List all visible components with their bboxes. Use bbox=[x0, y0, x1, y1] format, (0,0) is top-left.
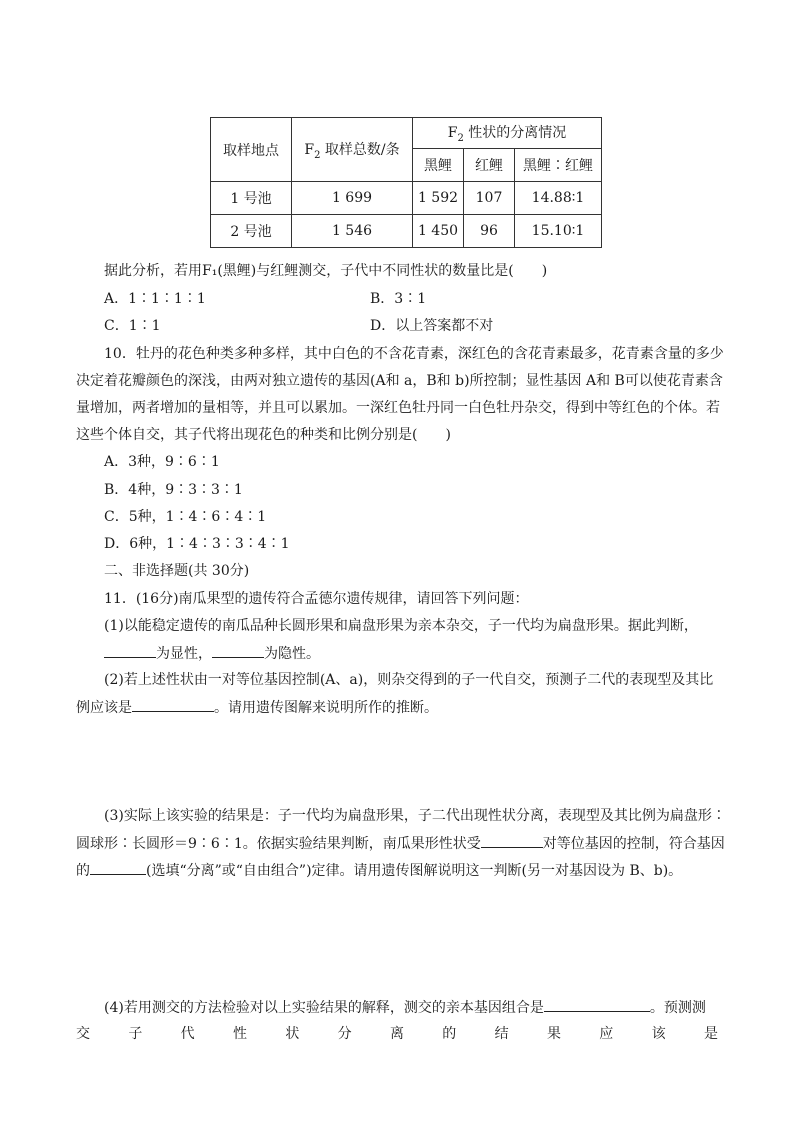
q10-line-2: 决定着花瓣颜色的深浅，由两对独立遗传的基因(A和 a，B和 b)所控制；显性基因 A和 B可以使花青素含 bbox=[76, 373, 723, 389]
cell-black: 1 450 bbox=[413, 215, 464, 248]
q10-option-a: A．3种，9∶6∶1 bbox=[104, 454, 220, 470]
q11-part4-line2 bbox=[76, 1024, 718, 1044]
q10-line-1: 10．牡丹的花色种类多种多样，其中白色的不含花青素，深红色的含花青素最多，花青素含量的多少 bbox=[104, 346, 724, 362]
spaced-char: 应 bbox=[599, 1026, 614, 1042]
q9-option-c: C．1∶1 bbox=[104, 318, 161, 334]
text-segment: 圆球形∶长圆形＝9∶6∶1。依据实验结果判断，南瓜果形性状受 bbox=[76, 836, 481, 852]
cell-location: 2 号池 bbox=[211, 215, 292, 248]
spaced-char: 该 bbox=[651, 1026, 666, 1042]
spaced-char: 结 bbox=[494, 1026, 509, 1042]
answer-blank[interactable] bbox=[104, 643, 156, 658]
q11-part1-line1: (1)以能稳定遗传的南瓜品种长圆形果和扁盘形果为亲本杂交，子一代均为扁盘形果。据此判断， bbox=[104, 618, 698, 634]
answer-blank[interactable] bbox=[481, 833, 543, 848]
q11-part1-line2 bbox=[104, 643, 320, 664]
label-recessive: 为隐性。 bbox=[264, 646, 320, 662]
q11-part3-line1: (3)实际上该实验的结果是：子一代均为扁盘形果，子二代出现性状分离，表现型及其比例为扁盘形∶ bbox=[104, 808, 726, 824]
spaced-char: 的 bbox=[442, 1026, 457, 1042]
q11-part3-line2 bbox=[76, 833, 725, 854]
text-segment: 的 bbox=[76, 863, 90, 879]
q10-option-b: B．4种，9∶3∶3∶1 bbox=[104, 482, 243, 498]
header-total: $F_2$ 取样总数/条 bbox=[292, 118, 413, 182]
cell-total: 1 699 bbox=[292, 182, 413, 215]
header-black: 黑鲤 bbox=[413, 149, 464, 182]
text-segment: 对等位基因的控制，符合基因 bbox=[542, 836, 725, 852]
spaced-char: 性 bbox=[232, 1026, 247, 1042]
q11-part2-line1: (2)若上述性状由一对等位基因控制(A、a)，则杂交得到的子一代自交，预测子二代的表现型及其比 bbox=[104, 672, 714, 688]
q10-line-4: 这些个体自交，其子代将出现花色的种类和比例分别是( ) bbox=[76, 427, 451, 443]
header-red: 红鲤 bbox=[464, 149, 515, 182]
q11-part3-line3 bbox=[76, 860, 682, 881]
q11-stem: 11．(16分)南瓜果型的遗传符合孟德尔遗传规律，请回答下列问题： bbox=[104, 591, 529, 607]
q11-part2-line2 bbox=[76, 697, 438, 718]
text-segment: 。请用遗传图解来说明所作的推断。 bbox=[214, 700, 438, 716]
cell-black: 1 592 bbox=[413, 182, 464, 215]
header-separation: $F_2$ 性状的分离情况 bbox=[413, 118, 602, 149]
q10-option-d: D．6种，1∶4∶3∶3∶4∶1 bbox=[104, 536, 290, 552]
answer-blank[interactable] bbox=[90, 860, 146, 875]
q9-option-a: A．1∶1∶1∶1 bbox=[104, 291, 206, 307]
answer-blank[interactable] bbox=[132, 697, 214, 712]
text-segment: (选填“分离”或“自由组合”)定律。请用遗传图解说明这一判断(另一对基因设为 B、b)。 bbox=[146, 863, 683, 879]
cell-ratio: 14.88∶1 bbox=[515, 182, 602, 215]
text-segment: (4)若用测交的方法检验对以上实验结果的解释，测交的亲本基因组合是 bbox=[104, 1000, 544, 1016]
text-segment: 。预测测 bbox=[649, 1000, 706, 1016]
spaced-char: 分 bbox=[337, 1026, 352, 1042]
text-segment: 例应该是 bbox=[76, 700, 132, 716]
table-header-row bbox=[211, 118, 602, 149]
spaced-char: 离 bbox=[389, 1026, 404, 1042]
spaced-char: 果 bbox=[546, 1026, 561, 1042]
cell-red: 107 bbox=[464, 182, 515, 215]
q9-option-b: B．3∶1 bbox=[370, 291, 427, 307]
q9-stem: 据此分析，若用F₁(黑鲤)与红鲤测交，子代中不同性状的数量比是( ) bbox=[104, 263, 548, 279]
spaced-char: 是 bbox=[703, 1026, 718, 1042]
q10-option-c: C．5种，1∶4∶6∶4∶1 bbox=[104, 509, 267, 525]
table-row bbox=[211, 215, 602, 248]
label-dominant: 为显性， bbox=[156, 646, 212, 662]
cell-total: 1 546 bbox=[292, 215, 413, 248]
spaced-char: 代 bbox=[180, 1026, 195, 1042]
spaced-char: 状 bbox=[285, 1026, 300, 1042]
answer-blank[interactable] bbox=[544, 997, 650, 1012]
table-row bbox=[211, 182, 602, 215]
header-location: 取样地点 bbox=[211, 118, 292, 182]
q10-line-3: 量增加，两者增加的量相等，并且可以累加。一深红色牡丹同一白色牡丹杂交，得到中等红色的个体。若 bbox=[76, 400, 720, 416]
answer-blank[interactable] bbox=[212, 643, 264, 658]
header-ratio: 黑鲤∶红鲤 bbox=[515, 149, 602, 182]
f2-separation-table bbox=[210, 117, 602, 248]
q11-part4-line1 bbox=[104, 997, 706, 1018]
section-heading: 二、非选择题(共 30分) bbox=[104, 563, 250, 579]
cell-ratio: 15.10∶1 bbox=[515, 215, 602, 248]
spaced-char: 子 bbox=[128, 1026, 143, 1042]
cell-red: 96 bbox=[464, 215, 515, 248]
q9-option-d: D．以上答案都不对 bbox=[370, 318, 494, 334]
cell-location: 1 号池 bbox=[211, 182, 292, 215]
spaced-char: 交 bbox=[76, 1026, 90, 1042]
